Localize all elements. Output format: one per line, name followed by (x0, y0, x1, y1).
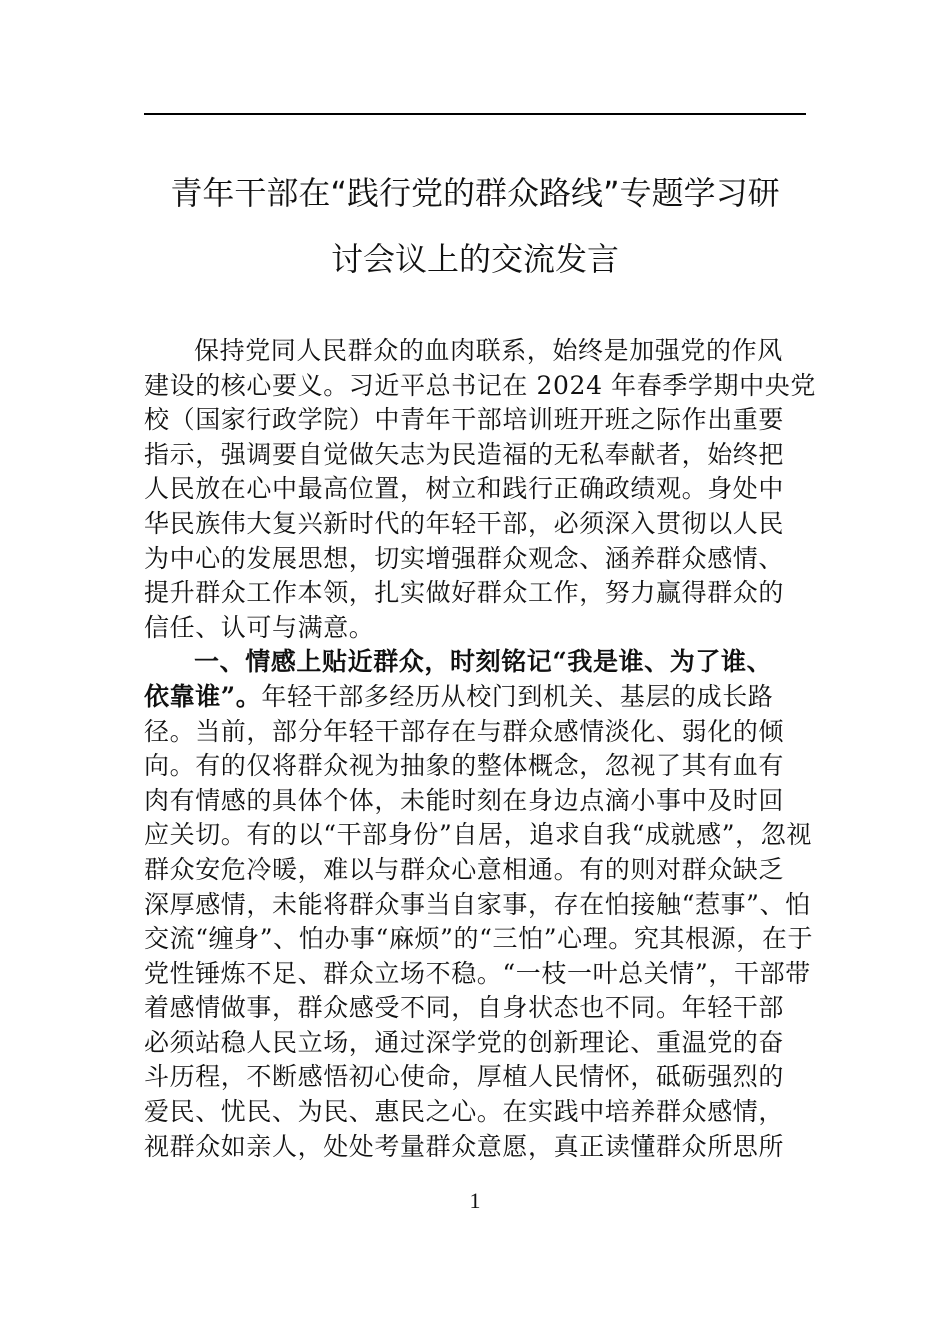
title-line-1: 青年干部在“践行党的群众路线”专题学习研 (170, 174, 780, 212)
paragraph-line: 交流“缠身”、怕办事“麻烦”的“三怕”心理。究其根源，在于 (144, 924, 814, 954)
paragraph-line: 指示，强调要自觉做矢志为民造福的无私奉献者，始终把 (144, 439, 785, 469)
paragraph-line: 向。有的仅将群众视为抽象的整体概念，忽视了其有血有 (144, 751, 785, 781)
paragraph-line: 提升群众工作本领，扎实做好群众工作，努力赢得群众的 (144, 578, 785, 608)
section-heading-line: 一、情感上贴近群众，时刻铭记“我是谁、为了谁、 (194, 647, 773, 677)
paragraph-line: 华民族伟大复兴新时代的年轻干部，必须深入贯彻以人民 (144, 508, 785, 538)
paragraph-line: 深厚感情，未能将群众事当自家事，存在怕接触“惹事”、怕 (144, 889, 811, 919)
document-title (144, 160, 806, 292)
paragraph-line: 校（国家行政学院）中青年干部培训班开班之际作出重要 (144, 405, 785, 435)
paragraph-line (144, 680, 806, 715)
section-1-paragraph (144, 645, 814, 1164)
paragraph-line: 径。当前，部分年轻干部存在与群众感情淡化、弱化的倾 (144, 716, 785, 746)
paragraph-line: 着感情做事，群众感受不同，自身状态也不同。年轻干部 (144, 993, 785, 1023)
paragraph-line: 为中心的发展思想，切实增强群众观念、涵养群众感情、 (144, 543, 785, 573)
paragraph-text: 年轻干部多经历从校门到机关、基层的成长路 (261, 681, 774, 711)
paragraph-line: 群众安危冷暖，难以与群众心意相通。有的则对群众缺乏 (144, 854, 785, 884)
paragraph-line: 斗历程，不断感悟初心使命，厚植人民情怀，砥砺强烈的 (144, 1062, 785, 1092)
paragraph-line: 必须站稳人民立场，通过深学党的创新理论、重温党的奋 (144, 1027, 785, 1057)
paragraph-line: 人民放在心中最高位置，树立和践行正确政绩观。身处中 (144, 474, 785, 504)
title-line-2: 讨会议上的交流发言 (330, 240, 619, 278)
page-number: 1 (469, 1188, 481, 1213)
paragraph-line: 视群众如亲人，处处考量群众意愿，真正读懂群众所思所 (144, 1131, 785, 1161)
paragraph-line: 信任、认可与满意。 (144, 612, 375, 642)
paragraph-line: 肉有情感的具体个体，未能时刻在身边点滴小事中及时回 (144, 785, 785, 815)
section-heading-end: 依靠谁”。 (144, 681, 262, 711)
paragraph-line: 建设的核心要义。习近平总书记在 2024 年春季学期中央党 (144, 370, 816, 400)
paragraph-line: 应关切。有的以“干部身份”自居，追求自我“成就感”，忽视 (144, 820, 812, 850)
paragraph-line: 党性锤炼不足、群众立场不稳。“一枝一叶总关情”，干部带 (144, 958, 811, 988)
document-body (144, 334, 816, 1164)
paragraph-line: 爱民、忧民、为民、惠民之心。在实践中培养群众感情， (144, 1097, 785, 1127)
intro-paragraph (144, 334, 816, 645)
paragraph-line: 保持党同人民群众的血肉联系，始终是加强党的作风 (194, 336, 783, 365)
header-rule (144, 113, 806, 115)
